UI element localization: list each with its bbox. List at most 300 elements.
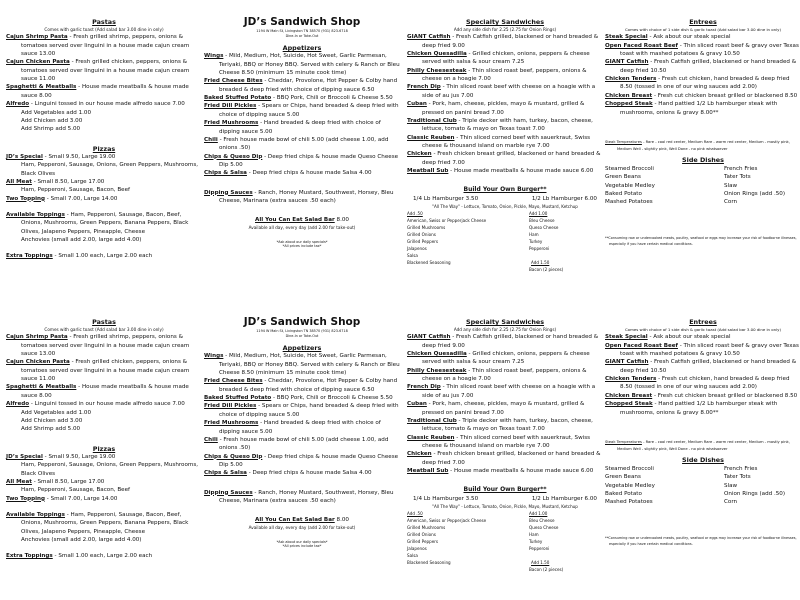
menu-item xyxy=(6,358,202,383)
menu-item-name: Cajun Shrimp Pasta xyxy=(6,334,68,341)
pastas-addons xyxy=(6,109,202,134)
list-entry: Turkey xyxy=(529,239,543,244)
list-entry: Grilled Onions xyxy=(407,532,436,537)
steak-temperatures-label: Steak Temperatures xyxy=(605,139,642,144)
list-entry: Add Chicken add 3.00 xyxy=(21,117,83,124)
burger-right-header: Add 1.00 xyxy=(529,511,548,516)
menu-item-desc: - Hand breaded & deep fried with choice of dipping sauce 5.00 xyxy=(219,420,381,435)
list-entry: Grilled Peppers xyxy=(407,239,439,244)
menu-item-name: Chicken Tenders xyxy=(605,76,657,83)
list-entry: Add Shrimp add 5.00 xyxy=(21,426,81,433)
list-entry: Mashed Potatoes xyxy=(605,199,653,206)
list-entry: Salsa xyxy=(407,553,418,558)
menu-item-name: Chicken Tenders xyxy=(605,376,657,383)
menu-item-name: Cajun Chicken Pasta xyxy=(6,59,70,66)
menu-item xyxy=(6,100,202,108)
menu-item-name: Chicken Breast xyxy=(605,392,653,399)
menu-item xyxy=(6,83,202,100)
menu-item-desc: - Hand pattied 1/2 Lb hamburger steak with mushrooms, onions & gravy 8.00** xyxy=(620,101,778,116)
menu-item-detail: Ham, Pepperoni, Sausage, Bacon, Beef xyxy=(21,187,131,194)
menu-item-name: Traditional Club xyxy=(407,117,457,124)
menu-item-name: Classic Reuben xyxy=(407,434,455,441)
burger-all-the-way: "All The Way" - Lettuce, Tomato, Onion, Pickle, Mayo, Mustard, Ketchup xyxy=(432,204,578,209)
menu-item-desc: - Linguini tossed in our house made alfredo sauce 7.00 xyxy=(29,401,185,408)
menu-item-desc: - Deep fried chips & house made Salsa 4.00 xyxy=(246,470,372,477)
menu-item-desc: - Fresh cut chicken breast grilled or blackened 8.50 xyxy=(652,392,798,399)
burger-addons-left xyxy=(407,210,529,273)
menu-item-name: Chips & Salsa xyxy=(204,470,247,477)
list-entry: Pepperoni xyxy=(529,546,550,551)
menu-item xyxy=(605,33,800,41)
menu-item xyxy=(204,169,400,177)
menu-item-name: Chicken Quesadilla xyxy=(407,51,467,58)
burger-left-header: Add .50 xyxy=(407,211,423,216)
pastas-title: Pastas xyxy=(92,18,116,26)
menu-item-name: Two Topping xyxy=(6,195,45,202)
menu-item-name: Chopped Steak xyxy=(605,401,653,408)
menu-item-name: All Meat xyxy=(6,178,32,185)
menu-item-name: Chips & Salsa xyxy=(204,170,247,177)
menu-item-name: Fried Mushrooms xyxy=(204,120,259,127)
menu-item-desc: - Thin sliced roast beef & gravy over Texas toast with mashed potatoes & gravy 10.50 xyxy=(620,342,799,358)
menu-item-name: Cajun Shrimp Pasta xyxy=(6,34,68,41)
menu-item-name: Fried Cheese Bites xyxy=(204,78,263,85)
menu-entry-name: Extra Toppings xyxy=(6,553,53,560)
column-entrees xyxy=(605,18,800,248)
column-pastas-pizzas xyxy=(6,18,202,261)
menu-item xyxy=(6,333,202,358)
list-entry: Turkey xyxy=(529,539,543,544)
list-entry: Bacon (2 pieces) xyxy=(529,267,564,272)
list-entry: Add Shrimp add 5.00 xyxy=(21,126,81,133)
list-entry: Blackened Seasoning xyxy=(407,560,451,565)
list-entry: Slaw xyxy=(724,482,738,489)
list-entry: French Fries xyxy=(724,165,758,172)
menu-item-desc: - Fresh cut chicken breast grilled or blackened 8.50 xyxy=(652,92,798,99)
menu-item-desc: - Thin sliced roast beef, peppers, onions & cheese on a hoagie 7.00 xyxy=(422,67,587,83)
appetizers-title: Appetizers xyxy=(282,44,322,52)
sandwiches-title: Specialty Sandwiches xyxy=(465,18,545,26)
pastas-addons xyxy=(6,409,202,434)
steak-temperatures-desc: - Rare - cool red center, Medium Rare - warm red center, Medium - mostly pink, Medium Well - slightly pink, Well Done - no pink whatsoever xyxy=(617,439,790,451)
daily-specials-note: *Ask about our daily specials* xyxy=(276,539,328,544)
menu-item-desc: - Fresh grilled shrimp, peppers, onions & tomatoes served over linguini in a house made cajun cream sauce 13.00 xyxy=(21,34,190,58)
menu-item-desc: - Fresh Catfish grilled, blackened or hand breaded & deep fried 10.50 xyxy=(620,359,797,374)
burger-right-items2 xyxy=(529,566,599,573)
list-entry: Grilled Peppers xyxy=(407,539,439,544)
list-entry: Onion Rings (add .50) xyxy=(724,190,786,197)
list-entry: Vegetable Medley xyxy=(605,182,655,189)
list-entry: Blackened Seasoning xyxy=(407,260,451,265)
menu-entry-desc: - Ranch, Honey Mustard, Southwest, Horsey, Bleu Cheese, Marinara (extra sauces .50 each) xyxy=(219,189,394,204)
menu-item-name: Fried Cheese Bites xyxy=(204,378,263,385)
column-sandwiches xyxy=(407,18,603,273)
menu-item-desc: - House made meatballs & house made sauce 8.00 xyxy=(21,384,189,399)
menu-item-desc: - Small 8.50, Large 17.00 xyxy=(31,478,105,485)
menu-entry xyxy=(6,552,202,560)
menu-item-name: JD’s Special xyxy=(6,453,43,460)
menu-item xyxy=(605,58,800,75)
menu-item-desc: - Deep fried chips & house made Salsa 4.00 xyxy=(246,170,372,177)
menu-item-desc: - Pork, ham, cheese, pickles, mayo & mustard, grilled & pressed on panini bread 7.00 xyxy=(422,401,585,416)
menu-item xyxy=(407,450,603,467)
menu-item-desc: - Mild, Medium, Hot, Suicide, Hot Sweet, Garlic Parmesan, Teriyaki, BBQ or Honey BBQ. Served with celery & Ranch or Bleu Cheese 8.50 (minimum 15 minute cook time) xyxy=(219,353,400,377)
menu-item-desc: - Triple decker with ham, turkey, bacon, cheese, lettuce, tomato & mayo on Texas toast 7.00 xyxy=(422,117,593,133)
list-entry: Add Chicken add 3.00 xyxy=(21,417,83,424)
menu-item xyxy=(204,153,400,170)
list-entry: Pepperoni xyxy=(529,246,550,251)
menu-item-desc: - Deep fried chips & house made Queso Cheese Dip 5.00 xyxy=(219,153,399,168)
menu-item xyxy=(407,367,603,384)
burger-right-items2 xyxy=(529,266,599,273)
steak-temperatures xyxy=(605,439,800,453)
menu-item xyxy=(407,33,603,50)
menu-item-desc: - Fresh chicken breast grilled, blackened or hand breaded & deep fried 7.00 xyxy=(422,451,601,466)
menu-item-desc: - Fresh Catfish grilled, blackened or hand breaded & deep fried 10.50 xyxy=(620,59,797,74)
menu-item xyxy=(407,167,603,175)
list-entry: Grilled Onions xyxy=(407,232,436,237)
menu-item-name: Open Faced Roast Beef xyxy=(605,42,678,49)
burger-right-header2: Add 1.50 xyxy=(531,560,550,565)
menu-entry-name: Available Toppings xyxy=(6,512,65,518)
menu-item-name: Philly Cheesesteak xyxy=(407,367,467,374)
menu-item-desc: - Fresh grilled chicken, peppers, onions & tomatoes served over linguini in a house made cajun cream sauce 11.00 xyxy=(21,59,190,83)
menu-item-name: Open Faced Roast Beef xyxy=(605,342,678,349)
menu-item-name: French Dip xyxy=(407,384,441,391)
shop-name: JD’s Sandwich Shop xyxy=(243,16,361,28)
menu-item xyxy=(204,394,400,402)
menu-item-name: Cajun Chicken Pasta xyxy=(6,359,70,366)
menu-item-desc: - Thin sliced roast beef with cheese on a hoagie with a side of au jus 7.00 xyxy=(422,384,596,399)
menu-item-name: Spaghetti & Meatballs xyxy=(6,384,77,391)
sides-list xyxy=(605,465,800,507)
tax-note: *All prices include tax* xyxy=(282,244,322,249)
menu-item xyxy=(204,77,400,94)
burger-quarter-lb: 1/4 Lb Hamburger 3.50 xyxy=(413,495,479,502)
menu-item-desc: - Triple decker with ham, turkey, bacon, cheese, lettuce, tomato & mayo on Texas toast 7.00 xyxy=(422,417,593,433)
list-entry: Bleu Cheese xyxy=(529,218,555,223)
menu-item-desc: - Thin sliced corned beef with sauerkraut, Swiss cheese & thousand island on marble rye 7.00 xyxy=(422,434,591,449)
list-entry: Grilled Mushrooms xyxy=(407,525,446,530)
menu-item-name: Chili xyxy=(204,136,218,143)
menu-item-desc: - Hand pattied 1/2 Lb hamburger steak with mushrooms, onions & gravy 8.00** xyxy=(620,401,778,416)
pastas-subtitle: Comes with garlic toast (Add salad bar 3.00 dine in only) xyxy=(44,27,164,33)
menu-item-desc: - BBQ Pork, Chili or Broccoli & Cheese 5.50 xyxy=(271,95,393,102)
list-entry: Vegetable Medley xyxy=(605,482,655,489)
sides-right xyxy=(724,465,800,507)
menu-item-name: Fried Dill Pickles xyxy=(204,103,257,110)
menu-item-name: Chips & Queso Dip xyxy=(204,453,263,460)
menu-entry xyxy=(6,252,202,260)
menu-item xyxy=(204,102,400,119)
menu-entry xyxy=(6,511,202,536)
menu-item-name: Chips & Queso Dip xyxy=(204,153,263,160)
menu-item-name: Alfredo xyxy=(6,401,30,408)
dipping-sauces xyxy=(204,489,400,506)
burger-left-items xyxy=(407,217,529,266)
available-toppings xyxy=(6,511,202,544)
extra-toppings xyxy=(6,252,202,260)
menu-item xyxy=(204,352,400,377)
menu-item xyxy=(6,178,202,186)
list-entry: American, Swiss or Pepperjack Cheese xyxy=(407,218,487,223)
list-entry: Onion Rings (add .50) xyxy=(724,490,786,497)
menu-item-detail: Ham, Pepperoni, Sausage, Onions, Green Peppers, Mushrooms, Black Olives xyxy=(21,162,199,177)
list-entry: Green Beans xyxy=(605,174,641,181)
menu-entry-desc: - Ham, Pepperoni, Sausage, Bacon, Beef, Onions, Mushrooms, Green Peppers, Banana Peppers, Black Olives, Jalapeno Peppers, Pineapple, Cheese xyxy=(21,512,189,535)
list-entry: Mashed Potatoes xyxy=(605,499,653,506)
shop-service: Dine-In or Take-Out xyxy=(285,333,319,338)
menu-item xyxy=(6,33,202,58)
appetizers-list xyxy=(204,52,400,177)
pizzas-title: Pizzas xyxy=(92,444,116,453)
menu-item-desc: - Thin sliced roast beef with cheese on a hoagie with a side of au jus 7.00 xyxy=(422,84,596,99)
burger-addons xyxy=(407,210,603,273)
menu-item xyxy=(6,453,202,461)
burger-title: Build Your Own Burger** xyxy=(463,186,547,194)
menu-item-desc: - House made meatballs & house made sauce 6.00 xyxy=(448,167,594,174)
burger-addons xyxy=(407,510,603,573)
sandwiches-subtitle: Add any side dish for 2.25 (2.75 for Onion Rings) xyxy=(453,27,557,33)
sides-title: Side Dishes xyxy=(682,456,724,465)
list-entry: Tater Tots xyxy=(724,474,751,481)
menu-item-desc: - House made meatballs & house made sauce 8.00 xyxy=(21,84,189,99)
menu-item xyxy=(605,342,800,359)
pastas-list xyxy=(6,33,202,108)
menu-item-desc: - Spears or Chips, hand breaded & deep fried with choice of dipping sauce 5.00 xyxy=(219,103,399,118)
menu-item-desc: - Grilled chicken, onions, peppers & cheese served with salsa & sour cream 7.25 xyxy=(422,51,590,66)
menu-item-name: Meatball Sub xyxy=(407,167,449,174)
menu-item xyxy=(407,100,603,117)
menu-entry-detail: Anchovies (small add 2.00, large add 4.00) xyxy=(21,537,142,544)
list-entry: Green Beans xyxy=(605,474,641,481)
menu-item xyxy=(407,467,603,475)
menu-item-name: Classic Reuben xyxy=(407,134,455,141)
menu-item xyxy=(605,358,800,375)
menu-item xyxy=(407,117,603,134)
menu-item-name: Philly Cheesesteak xyxy=(407,67,467,74)
burger-half-lb: 1/2 Lb Hamburger 6.00 xyxy=(531,495,597,502)
list-entry: Tater Tots xyxy=(724,174,751,181)
menu-item-desc: - Spears or Chips, hand breaded & deep fried with choice of dipping sauce 5.00 xyxy=(219,403,399,418)
menu-item xyxy=(407,383,603,400)
list-entry: Baked Potato xyxy=(605,190,642,197)
sandwiches-list xyxy=(407,333,603,475)
menu-item xyxy=(204,119,400,136)
menu-item-name: Chopped Steak xyxy=(605,101,653,108)
menu-item-desc: - Thin sliced roast beef & gravy over Texas toast with mashed potatoes & gravy 10.50 xyxy=(620,42,799,58)
menu-item-desc: - Grilled chicken, onions, peppers & cheese served with salsa & sour cream 7.25 xyxy=(422,351,590,366)
list-entry: Corn xyxy=(724,499,738,506)
list-entry: Jalapenos xyxy=(407,246,427,251)
menu-item-name: Cuban xyxy=(407,401,427,408)
pizzas-title: Pizzas xyxy=(92,144,116,153)
menu-item-name: Chicken xyxy=(407,451,432,458)
list-entry: Corn xyxy=(724,199,738,206)
pizzas-list xyxy=(6,453,202,503)
menu-entry-desc: - Ranch, Honey Mustard, Southwest, Horsey, Bleu Cheese, Marinara (extra sauces .50 each) xyxy=(219,489,394,504)
menu-item-desc: - Fresh Catfish grilled, blackened or hand breaded & deep fried 9.00 xyxy=(422,34,599,49)
menu-item-detail: Ham, Pepperoni, Sausage, Bacon, Beef xyxy=(21,487,131,494)
menu-item-desc: - Small 9.50, Large 19.00 xyxy=(42,153,116,160)
menu-item-name: GIANT Catfish xyxy=(605,59,649,66)
dipping-sauces xyxy=(204,189,400,206)
burger-right-items xyxy=(529,217,599,252)
foodborne-disclaimer: **Consuming raw or undercooked meats, poultry, seafood or eggs may increase your risk of foodborne illnesses, especially if you have certain medical conditions. xyxy=(605,535,797,547)
menu-item xyxy=(407,134,603,151)
shop-address: 1194 W Main St, Livingston TN 38570 (931) 823-6718 xyxy=(256,329,348,333)
list-entry: Slaw xyxy=(724,182,738,189)
menu-item xyxy=(204,377,400,394)
menu-item-desc: - Fresh grilled shrimp, peppers, onions & tomatoes served over linguini in a house made cajun cream sauce 13.00 xyxy=(21,334,190,358)
menu-item xyxy=(605,375,800,392)
tax-note: *All prices include tax* xyxy=(282,544,322,549)
salad-bar-name: All You Can Eat Salad Bar xyxy=(255,517,335,524)
menu-item xyxy=(204,419,400,436)
menu-item-detail: Ham, Pepperoni, Sausage, Onions, Green Peppers, Mushrooms, Black Olives xyxy=(21,462,199,477)
list-entry: American, Swiss or Pepperjack Cheese xyxy=(407,518,487,523)
menu-item xyxy=(605,42,800,59)
menu-entry-desc: - Small 1.00 each, Large 2.00 each xyxy=(52,253,153,260)
list-entry: Steamed Broccoli xyxy=(605,465,654,472)
column-appetizers xyxy=(204,318,400,549)
entrees-title: Entrees xyxy=(689,318,717,326)
entrees-list xyxy=(605,333,800,416)
menu-item-name: Two Topping xyxy=(6,495,45,502)
menu-entry xyxy=(6,211,202,236)
menu-item-name: GIANT Catfish xyxy=(407,34,451,41)
menu-item-name: All Meat xyxy=(6,478,32,485)
menu-item-desc: - Cheddar, Provolone, Hot Pepper & Colby hand breaded & deep fried with choice of dipping sauce 6.50 xyxy=(219,78,398,93)
sandwiches-list xyxy=(407,33,603,175)
menu-item-name: Wings xyxy=(204,353,224,360)
menu-item-desc: - Fresh grilled chicken, peppers, onions & tomatoes served over linguini in a house made cajun cream sauce 11.00 xyxy=(21,359,190,383)
menu-item-name: Fried Dill Pickles xyxy=(204,403,257,410)
menu-item xyxy=(6,478,202,486)
menu-entry xyxy=(204,189,400,206)
column-entrees xyxy=(605,318,800,548)
sides-list xyxy=(605,165,800,207)
sides-title: Side Dishes xyxy=(682,156,724,165)
menu-item xyxy=(204,94,400,102)
menu-item-desc: - Fresh house made bowl of chili 5.00 (add cheese 1.00, add onions .50) xyxy=(217,436,389,452)
menu-item-name: GIANT Catfish xyxy=(605,359,649,366)
menu-item xyxy=(407,350,603,367)
menu-item-desc: - Fresh cut chicken, hand breaded & deep fried 8.50 (tossed in one of our wing sauces add 2.00) xyxy=(620,376,790,391)
list-entry: Queso Cheese xyxy=(529,225,559,230)
menu-item xyxy=(605,392,800,400)
column-pastas-pizzas xyxy=(6,318,202,561)
entrees-title: Entrees xyxy=(689,18,717,26)
menu-item-desc: - Pork, ham, cheese, pickles, mayo & mustard, grilled & pressed on panini bread 7.00 xyxy=(422,101,585,116)
burger-sizes xyxy=(407,495,603,503)
menu-item-name: Chili xyxy=(204,436,218,443)
steak-temperatures-label: Steak Temperatures xyxy=(605,439,642,444)
menu-item xyxy=(6,153,202,161)
list-entry: Grilled Mushrooms xyxy=(407,225,446,230)
burger-addons-right xyxy=(529,510,599,573)
menu-item-desc: - Fresh chicken breast grilled, blackened or hand breaded & deep fried 7.00 xyxy=(422,151,601,166)
list-entry: Bacon (2 pieces) xyxy=(529,567,564,572)
menu-item-desc: - Ask about our steak special xyxy=(647,334,731,341)
menu-item xyxy=(605,333,800,341)
steak-temperatures-desc: - Rare - cool red center, Medium Rare - warm red center, Medium - mostly pink, Medium Well - slightly pink, Well Done - no pink whatsoever xyxy=(617,139,790,151)
burger-half-lb: 1/2 Lb Hamburger 6.00 xyxy=(531,195,597,202)
menu-item-name: French Dip xyxy=(407,84,441,91)
menu-item xyxy=(204,453,400,470)
list-entry: Add Vegetables add 1.00 xyxy=(21,109,92,116)
menu-entry-detail: Anchovies (small add 2.00, large add 4.00) xyxy=(21,237,142,244)
menu-item xyxy=(407,434,603,451)
menu-item-desc: - House made meatballs & house made sauce 6.00 xyxy=(448,467,594,474)
burger-right-items xyxy=(529,517,599,552)
menu-item xyxy=(204,402,400,419)
menu-item-name: Wings xyxy=(204,53,224,60)
burger-title: Build Your Own Burger** xyxy=(463,486,547,494)
menu-item-name: JD’s Special xyxy=(6,153,43,160)
menu-item-desc: - Fresh house made bowl of chili 5.00 (add cheese 1.00, add onions .50) xyxy=(217,136,389,152)
menu-item xyxy=(407,150,603,167)
menu-item xyxy=(204,52,400,77)
menu-item-name: Steak Special xyxy=(605,34,648,41)
list-entry: Ham xyxy=(529,532,539,537)
menu-page-bottom xyxy=(0,300,800,600)
menu-item-desc: - Linguini tossed in our house made alfredo sauce 7.00 xyxy=(29,101,185,108)
list-entry: Queso Cheese xyxy=(529,525,559,530)
sides-right xyxy=(724,165,800,207)
menu-item-desc: - Small 9.50, Large 19.00 xyxy=(42,453,116,460)
menu-item-desc: - Small 7.00, Large 14.00 xyxy=(45,195,118,202)
menu-item xyxy=(6,58,202,83)
salad-bar-name: All You Can Eat Salad Bar xyxy=(255,217,335,224)
menu-entry-name: Extra Toppings xyxy=(6,253,53,260)
salad-bar-note: Available all day, every day (add 2.00 for take-out) xyxy=(248,224,356,230)
menu-item-name: Spaghetti & Meatballs xyxy=(6,84,77,91)
menu-item-desc: - Thin sliced corned beef with sauerkraut, Swiss cheese & thousand island on marble rye 7.00 xyxy=(422,134,591,149)
salad-bar-note: Available all day, every day (add 2.00 for take-out) xyxy=(248,524,356,530)
menu-item xyxy=(6,495,202,503)
pizzas-list xyxy=(6,153,202,203)
entrees-list xyxy=(605,33,800,116)
menu-item xyxy=(6,195,202,203)
list-entry: Jalapenos xyxy=(407,546,427,551)
menu-entry-name: Dipping Sauces xyxy=(204,189,253,196)
menu-entry-name: Available Toppings xyxy=(6,212,65,218)
list-entry: Bleu Cheese xyxy=(529,518,555,523)
menu-item-name: Chicken Breast xyxy=(605,92,653,99)
menu-entry-desc: - Small 1.00 each, Large 2.00 each xyxy=(52,553,153,560)
burger-addons-right xyxy=(529,210,599,273)
pastas-subtitle: Comes with garlic toast (Add salad bar 3.00 dine in only) xyxy=(44,327,164,333)
shop-service: Dine-In or Take-Out xyxy=(285,33,319,38)
menu-item xyxy=(407,417,603,434)
foodborne-disclaimer: **Consuming raw or undercooked meats, poultry, seafood or eggs may increase your risk of foodborne illnesses, especially if you have certain medical conditions. xyxy=(605,235,797,247)
burger-addons-left xyxy=(407,510,529,573)
list-entry: Salsa xyxy=(407,253,418,258)
column-sandwiches xyxy=(407,318,603,573)
menu-item-desc: - Hand breaded & deep fried with choice of dipping sauce 5.00 xyxy=(219,120,381,135)
shop-address: 1194 W Main St, Livingston TN 38570 (931) 823-6718 xyxy=(256,29,348,33)
burger-right-header2: Add 1.50 xyxy=(531,260,550,265)
menu-item-desc: - Mild, Medium, Hot, Suicide, Hot Sweet, Garlic Parmesan, Teriyaki, BBQ or Honey BBQ. Served with celery & Ranch or Bleu Cheese 8.50 (minimum 15 minute cook time) xyxy=(219,53,400,77)
burger-quarter-lb: 1/4 Lb Hamburger 3.50 xyxy=(413,195,479,202)
daily-specials-note: *Ask about our daily specials* xyxy=(276,239,328,244)
menu-item xyxy=(6,383,202,400)
pastas-title: Pastas xyxy=(92,318,116,326)
menu-item xyxy=(204,469,400,477)
menu-item xyxy=(407,83,603,100)
menu-item xyxy=(204,436,400,453)
